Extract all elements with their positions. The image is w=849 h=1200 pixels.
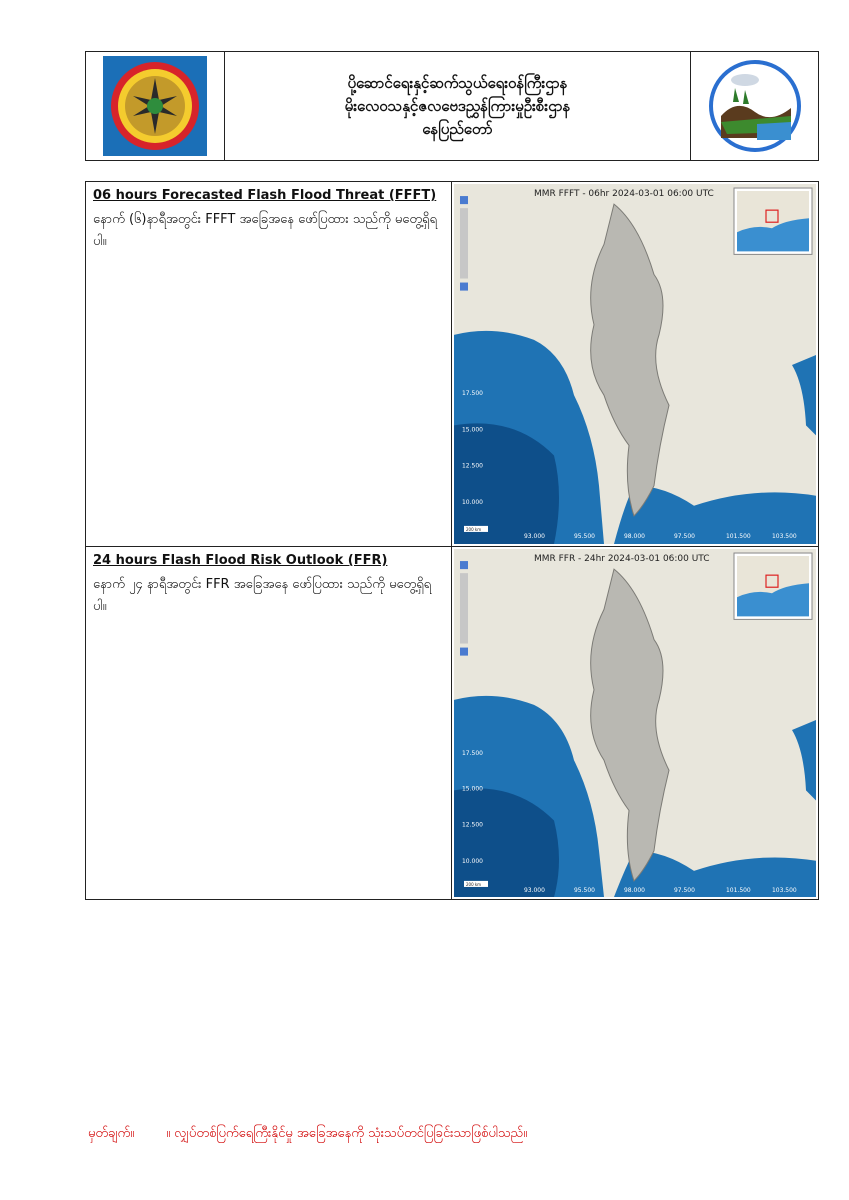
right-logo-cell xyxy=(691,52,818,160)
ffr-lat-4: 10.000 xyxy=(462,857,483,865)
ffft-body: နောက် (၆)နာရီအတွင်း FFFT အခြေအနေ ဖော်ပြထား သည်ကို မတွေ့ရှိရပါ။ xyxy=(93,212,437,249)
ffr-lat-2: 15.000 xyxy=(462,785,483,793)
ffft-lon-4: 97.500 xyxy=(674,532,695,540)
ffft-lat-2: 15.000 xyxy=(462,426,483,434)
ffft-lon-1: 93.000 xyxy=(524,532,545,540)
ffr-scale-label: 200 km xyxy=(466,881,482,887)
ffr-map-cell xyxy=(452,547,818,899)
ffr-map-caption: MMR FFR - 24hr 2024-03-01 06:00 UTC xyxy=(534,554,710,565)
forecast-table xyxy=(85,181,819,900)
ministry-emblem-icon xyxy=(103,56,207,156)
ffr-row xyxy=(86,547,818,899)
header-title-line-2: မိုးလေဝသနှင့်ဇလဗေဒညွှန်ကြားမှုဦးစီးဌာန xyxy=(344,96,571,115)
ffr-lon-4: 97.500 xyxy=(674,886,695,894)
ffft-lat-3: 12.500 xyxy=(462,462,483,470)
zoom-in-icon[interactable] xyxy=(460,561,468,569)
ffr-lon-5: 101.500 xyxy=(726,886,751,894)
zoom-in-icon[interactable] xyxy=(460,196,468,204)
ffft-lon-5: 101.500 xyxy=(726,532,751,540)
ffft-lon-6: 103.500 xyxy=(772,532,797,540)
ffr-lat-3: 12.500 xyxy=(462,821,483,829)
ffr-lon-6: 103.500 xyxy=(772,886,797,894)
ffr-body: နောက် ၂၄ နာရီအတွင်း FFR အခြေအနေ ဖော်ပြထား သည်ကို မတွေ့ရှိရပါ။ xyxy=(93,577,432,614)
ffft-lon-2: 95.500 xyxy=(574,532,595,540)
footer-label: မှတ်ချက်။ xyxy=(88,1126,135,1141)
zoom-out-icon[interactable] xyxy=(460,648,468,656)
ffft-map-cell xyxy=(452,182,818,546)
footer-text: ။ လျှပ်တစ်ပြက်ရေကြီးနိုင်မှု အခြေအနေကို သုံးသပ်တင်ပြခြင်းသာဖြစ်ပါသည်။ xyxy=(166,1126,528,1141)
ffft-scale-label: 200 km xyxy=(466,526,482,532)
zoom-out-icon[interactable] xyxy=(460,283,468,291)
ffr-text-cell xyxy=(86,547,452,899)
ffr-map xyxy=(454,549,816,897)
ffft-map-caption: MMR FFFT - 06hr 2024-03-01 06:00 UTC xyxy=(534,189,714,200)
ffft-lat-1: 17.500 xyxy=(462,390,483,398)
ffft-lon-3: 98.000 xyxy=(624,532,645,540)
ffr-lat-1: 17.500 xyxy=(462,750,483,758)
ffft-row xyxy=(86,182,818,547)
left-logo-cell xyxy=(86,52,225,160)
footer-note xyxy=(88,1125,527,1144)
header-title-line-3: နေပြည်တော် xyxy=(422,119,493,138)
ffr-lon-3: 98.000 xyxy=(624,886,645,894)
document-header xyxy=(85,51,819,161)
ffr-title: 24 hours Flash Flood Risk Outlook (FFR) xyxy=(93,553,388,568)
ffft-text-cell xyxy=(86,182,452,546)
hydrology-cycle-icon xyxy=(707,58,803,154)
header-title-line-1: ပို့ဆောင်ရေးနှင့်ဆက်သွယ်ရေးဝန်ကြီးဌာန xyxy=(347,73,568,92)
ffft-lat-4: 10.000 xyxy=(462,498,483,506)
ffr-lon-1: 93.000 xyxy=(524,886,545,894)
header-title-cell xyxy=(225,52,691,160)
ffft-map xyxy=(454,184,816,544)
ffr-lon-2: 95.500 xyxy=(574,886,595,894)
ffft-title: 06 hours Forecasted Flash Flood Threat (FFFT) xyxy=(93,188,437,203)
